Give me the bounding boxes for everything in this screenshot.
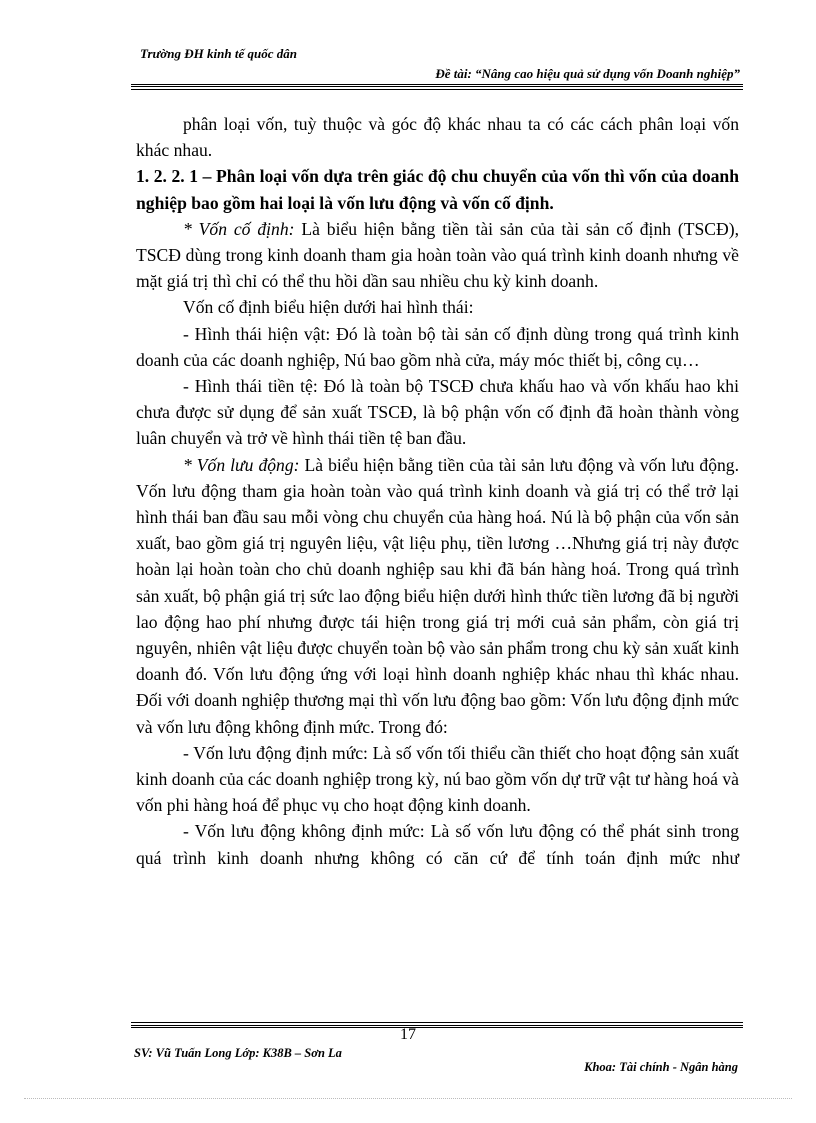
header-school: Trường ĐH kinh tế quốc dân: [140, 46, 297, 61]
paragraph-two-forms: Vốn cố định biểu hiện dưới hai hình thái:: [183, 297, 474, 318]
footer-rule-thin: [131, 1022, 743, 1023]
fixed-capital-text: Là biểu hiện bằng tiền tài sản của tài sản cố định (TSCĐ), TSCĐ dùng trong kinh doanh tham gia hoàn toàn vào quá trình kinh doanh nhưng về mặt giá trị thì chỉ có thể thu hồi dần sau nhiều chu kỳ kinh doanh.: [136, 218, 739, 292]
page-number: 17: [400, 1026, 416, 1043]
paragraph-normed-capital: - Vốn lưu động định mức: Là số vốn tối thiểu cần thiết cho hoạt động sản xuất kinh doanh của các doanh nghiệp trong kỳ, nú bao gồm vốn dự trữ vật tư hàng hoá và vốn phi hàng hoá để phục vụ cho hoạt động kinh doanh.: [136, 742, 739, 816]
header-rule-thin: [131, 89, 743, 90]
header-topic: Đề tài: “Nâng cao hiệu quả sử dụng vốn Doanh nghiệp”: [435, 66, 740, 81]
paragraph-working-capital: [136, 452, 739, 740]
paragraph-fixed-capital: [136, 216, 739, 295]
page-break-line: [24, 1098, 792, 1099]
document-body: [136, 111, 739, 871]
paragraph-unnormed-capital: - Vốn lưu động không định mức: Là số vốn lưu động có thể phát sinh trong quá trình kinh doanh nhưng không có căn cứ để tính toán định mức như: [136, 821, 739, 868]
header-rule: [131, 84, 743, 87]
paragraph-intro: phân loại vốn, tuỳ thuộc và góc độ khác nhau ta có các cách phân loại vốn khác nhau.: [136, 114, 739, 161]
working-capital-text: Là biểu hiện bằng tiền của tài sản lưu động và vốn lưu động. Vốn lưu động tham gia hoàn toàn vào quá trình kinh doanh và giá trị có thể trở lại hình thái ban đầu sau mỗi vòng chu chuyển của hàng hoá. Nú là bộ phận của vốn sản xuất, bao gồm giá trị nguyên liệu, vật liệu phụ, tiền lương …Nhưng giá trị này được hoàn lại hoàn toàn cho chủ doanh nghiệp sau khi đã bán hàng hoá. Trong quá trình sản xuất, bộ phận giá trị sức lao động biểu hiện dưới hình thức tiền lương đã bị người lao động hao phí nhưng được tái hiện trong giá trị mới cuả sản phẩm, còn giá trị nguyên, nhiên vật liệu được chuyển toàn bộ vào sản phẩm trong chu kỳ sản xuất kinh doanh đó. Vốn lưu động ứng với loại hình doanh nghiệp khác nhau thì khác nhau. Đối với doanh nghiệp thương mại thì vốn lưu động bao gồm: Vốn lưu động định mức và vốn lưu động không định mức. Trong đó:: [136, 454, 739, 737]
term-fixed-capital: * Vốn cố định:: [183, 218, 295, 239]
section-heading: 1. 2. 2. 1 – Phân loại vốn dựa trên giác độ chu chuyển của vốn thì vốn của doanh nghiệp bao gồm hai loại là vốn lưu động và vốn cố định.: [136, 166, 739, 213]
term-working-capital: * Vốn lưu động:: [183, 454, 300, 475]
paragraph-monetary-form: - Hình thái tiền tệ: Đó là toàn bộ TSCĐ chưa khấu hao và vốn khấu hao khi chưa được sử dụng để sản xuất TSCĐ, là bộ phận vốn cố định đã hoàn thành vòng luân chuyển và trở về hình thái tiền tệ ban đầu.: [136, 376, 739, 449]
footer-faculty: Khoa: Tài chính - Ngân hàng: [584, 1060, 738, 1074]
paragraph-physical-form: - Hình thái hiện vật: Đó là toàn bộ tài sản cố định dùng trong quá trình kinh doanh của các doanh nghiệp, Nú bao gồm nhà cửa, máy móc thiết bị, công cụ…: [136, 323, 739, 370]
footer-student: SV: Vũ Tuấn Long Lớp: K38B – Sơn La: [134, 1046, 342, 1060]
